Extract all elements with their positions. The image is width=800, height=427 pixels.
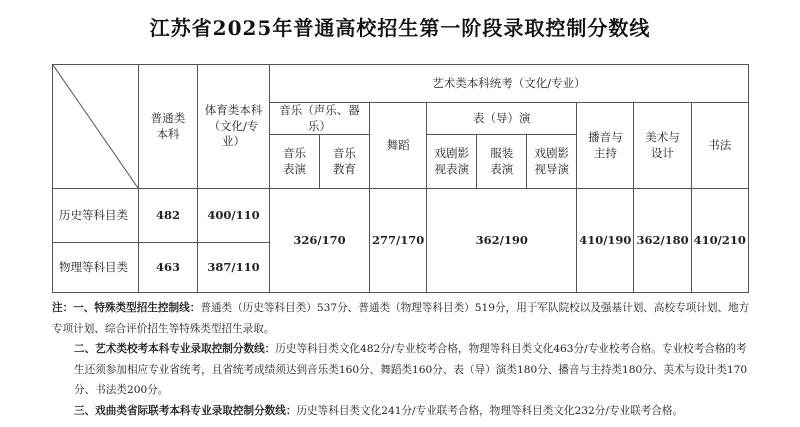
cell-wuli-putong: 463 (139, 243, 198, 293)
header-yishu: 艺术类本科统考（文化/专业） (270, 65, 749, 103)
header-yinyue-biaoyan: 音乐 表演 (270, 135, 320, 189)
cell-yinyue: 326/170 (270, 189, 370, 293)
header-tiyu: 体育类本科 （文化/专业） (198, 65, 270, 189)
note-2-prefix: 二、艺术类校考本科专业录取控制分数线： (74, 343, 276, 355)
header-boyin: 播音与 主持 (577, 103, 634, 189)
header-fuzhuang: 服装 表演 (477, 135, 527, 189)
header-yinyue: 音乐（声乐、器乐） (270, 103, 370, 135)
row-label-wuli: 物理等科目类 (53, 243, 139, 293)
note-1 (52, 298, 752, 339)
cell-shufa: 410/210 (691, 189, 748, 293)
cell-wudao: 277/170 (370, 189, 427, 293)
note-1-body: 普通类（历史等科目类）537分、普通类（物理等科目类）519分，用于军队院校以及强基计划、高校专项计划、地方专项计划、综合评价招生等特殊类型招生录取。 (52, 302, 750, 335)
cell-lishi-putong: 482 (139, 189, 198, 243)
cell-meishu: 362/180 (634, 189, 691, 293)
diagonal-header-cell (53, 65, 139, 189)
score-table (52, 64, 749, 293)
note-3-body: 历史等科目类文化241分/专业联考合格，物理等科目类文化232分/专业联考合格。 (296, 404, 684, 417)
note-2 (52, 339, 752, 401)
note-1-prefix: 注：一、特殊类型招生控制线： (52, 302, 201, 314)
header-xiju-daoyan: 戏剧影 视导演 (527, 135, 577, 189)
header-putong: 普通类 本科 (139, 65, 198, 189)
cell-wuli-tiyu: 387/110 (198, 243, 270, 293)
header-yinyue-jiaoyu: 音乐 教育 (320, 135, 370, 189)
header-xiju-biaoyan: 戏剧影 视表演 (427, 135, 477, 189)
cell-lishi-tiyu: 400/110 (198, 189, 270, 243)
cell-biaodao: 362/190 (427, 189, 577, 293)
note-3-prefix: 三、戏曲类省际联考本科专业录取控制分数线： (74, 404, 297, 417)
notes (52, 298, 752, 421)
header-meishu: 美术与 设计 (634, 103, 691, 189)
cell-boyin: 410/190 (577, 189, 634, 293)
row-label-lishi: 历史等科目类 (53, 189, 139, 243)
header-shufa: 书法 (691, 103, 748, 189)
header-biaodao: 表（导）演 (427, 103, 577, 135)
note-3 (52, 401, 752, 422)
header-wudao: 舞蹈 (370, 103, 427, 189)
page-title: 江苏省2025年普通高校招生第一阶段录取控制分数线 (149, 16, 651, 40)
note-2-body: 历史等科目类文化482分/专业校考合格，物理等科目类文化463分/专业校考合格。专业校考合格的考生还须参加相应专业省统考，且省统考成绩须达到音乐类160分、舞蹈类160分、表（导）演类180分、播音与主持类180分、美术与设计类170分、书法类200分。 (74, 343, 748, 396)
